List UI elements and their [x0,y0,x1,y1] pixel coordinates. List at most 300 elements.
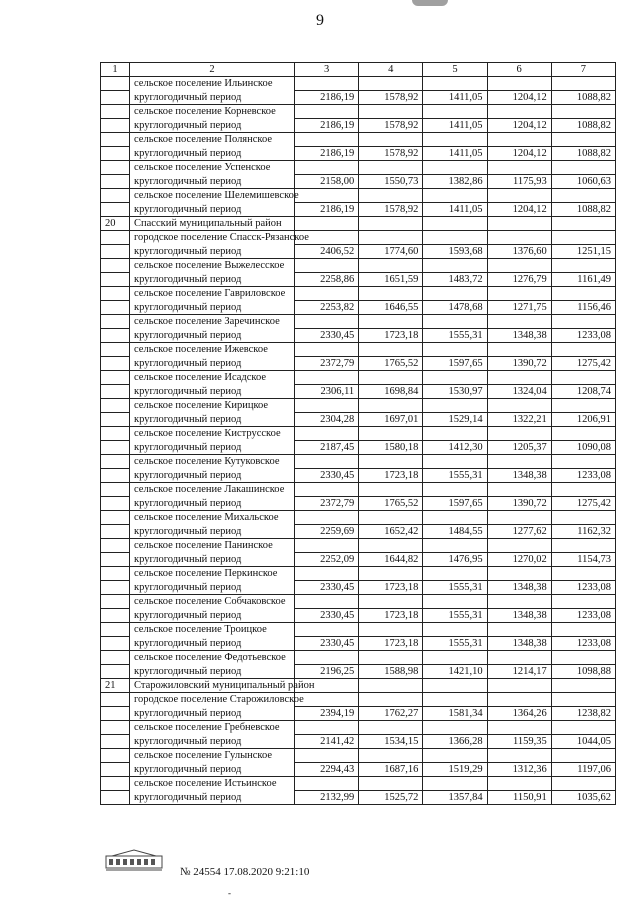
value-cell: 2330,45 [295,637,359,651]
empty-cell [295,455,359,469]
empty-cell [487,287,551,301]
value-cell: 1324,04 [487,385,551,399]
empty-cell [359,693,423,707]
number-cell [101,609,130,623]
empty-cell [359,595,423,609]
empty-cell [551,511,615,525]
value-cell: 1529,14 [423,413,487,427]
settlement-row [101,231,616,245]
value-cell: 2330,45 [295,609,359,623]
period-row [101,735,616,749]
empty-cell [423,399,487,413]
settlement-row [101,455,616,469]
period-label: круглогодичный период [130,735,295,749]
empty-cell [487,77,551,91]
empty-cell [551,217,615,231]
empty-cell [487,539,551,553]
value-cell: 2394,19 [295,707,359,721]
empty-cell [487,161,551,175]
empty-cell [359,511,423,525]
number-cell [101,147,130,161]
value-cell: 1233,08 [551,469,615,483]
value-cell: 2258,86 [295,273,359,287]
empty-cell [295,77,359,91]
settlement-row [101,259,616,273]
value-cell: 1348,38 [487,329,551,343]
number-cell: 20 [101,217,130,231]
empty-cell [551,105,615,119]
value-cell: 1348,38 [487,581,551,595]
value-cell: 1348,38 [487,637,551,651]
empty-cell [487,455,551,469]
empty-cell [359,217,423,231]
number-cell [101,539,130,553]
value-cell: 1348,38 [487,609,551,623]
value-cell: 1238,82 [551,707,615,721]
period-row [101,581,616,595]
empty-cell [295,539,359,553]
value-cell: 1411,05 [423,91,487,105]
empty-cell [359,133,423,147]
settlement-name: сельское поселение Полянское [130,133,295,147]
value-cell: 1723,18 [359,469,423,483]
header-cell: 5 [423,63,487,77]
value-cell: 2253,82 [295,301,359,315]
tariff-table [100,62,616,805]
period-row [101,791,616,805]
number-cell [101,749,130,763]
value-cell: 1204,12 [487,147,551,161]
value-cell: 1205,37 [487,441,551,455]
empty-cell [423,105,487,119]
empty-cell [487,749,551,763]
value-cell: 1357,84 [423,791,487,805]
empty-cell [295,623,359,637]
settlement-row [101,539,616,553]
value-cell: 1251,15 [551,245,615,259]
number-cell [101,707,130,721]
period-label: круглогодичный период [130,763,295,777]
empty-cell [487,567,551,581]
number-cell [101,441,130,455]
settlement-row [101,721,616,735]
empty-cell [551,693,615,707]
period-row [101,609,616,623]
empty-cell [551,231,615,245]
empty-cell [423,315,487,329]
period-label: круглогодичный период [130,245,295,259]
value-cell: 1044,05 [551,735,615,749]
empty-cell [551,483,615,497]
period-row [101,497,616,511]
settlement-name: сельское поселение Лакашинское [130,483,295,497]
value-cell: 2186,19 [295,119,359,133]
settlement-row [101,287,616,301]
empty-cell [487,511,551,525]
period-row [101,119,616,133]
empty-cell [295,189,359,203]
number-cell [101,259,130,273]
empty-cell [359,315,423,329]
value-cell: 1555,31 [423,609,487,623]
empty-cell [423,693,487,707]
value-cell: 1687,16 [359,763,423,777]
empty-cell [551,259,615,273]
period-label: круглогодичный период [130,175,295,189]
empty-cell [423,217,487,231]
number-cell [101,203,130,217]
value-cell: 1204,12 [487,91,551,105]
value-cell: 1088,82 [551,203,615,217]
empty-cell [551,679,615,693]
empty-cell [359,77,423,91]
empty-cell [359,427,423,441]
value-cell: 1348,38 [487,469,551,483]
number-cell [101,637,130,651]
value-cell: 2186,19 [295,147,359,161]
empty-cell [295,777,359,791]
settlement-row [101,371,616,385]
empty-cell [487,595,551,609]
number-cell [101,161,130,175]
settlement-row [101,693,616,707]
value-cell: 2141,42 [295,735,359,749]
seal-stamp-icon [104,848,164,872]
empty-cell [295,343,359,357]
value-cell: 1652,42 [359,525,423,539]
empty-cell [487,623,551,637]
number-cell [101,525,130,539]
header-cell: 2 [130,63,295,77]
settlement-row [101,189,616,203]
period-label: круглогодичный период [130,581,295,595]
settlement-row [101,483,616,497]
settlement-name: сельское поселение Кутуковское [130,455,295,469]
value-cell: 1483,72 [423,273,487,287]
period-label: круглогодичный период [130,609,295,623]
number-cell [101,427,130,441]
empty-cell [295,371,359,385]
value-cell: 1578,92 [359,147,423,161]
empty-cell [423,721,487,735]
empty-cell [423,749,487,763]
settlement-name: сельское поселение Корневское [130,105,295,119]
empty-cell [551,343,615,357]
period-row [101,329,616,343]
period-label: круглогодичный период [130,273,295,287]
settlement-name: сельское поселение Михальское [130,511,295,525]
settlement-name: сельское поселение Шелемишевское [130,189,295,203]
value-cell: 1159,35 [487,735,551,749]
settlement-name: сельское поселение Ильинское [130,77,295,91]
empty-cell [487,217,551,231]
empty-cell [487,105,551,119]
empty-cell [551,399,615,413]
empty-cell [359,567,423,581]
period-row [101,175,616,189]
value-cell: 1578,92 [359,119,423,133]
empty-cell [551,455,615,469]
value-cell: 1555,31 [423,581,487,595]
settlement-row [101,105,616,119]
period-row [101,441,616,455]
empty-cell [359,539,423,553]
value-cell: 2259,69 [295,525,359,539]
period-row [101,147,616,161]
number-cell [101,665,130,679]
settlement-row [101,315,616,329]
header-cell: 3 [295,63,359,77]
empty-cell [423,343,487,357]
value-cell: 1697,01 [359,413,423,427]
value-cell: 1204,12 [487,203,551,217]
value-cell: 1525,72 [359,791,423,805]
value-cell: 2132,99 [295,791,359,805]
header-cell: 1 [101,63,130,77]
value-cell: 1088,82 [551,119,615,133]
value-cell: 1233,08 [551,581,615,595]
empty-cell [551,567,615,581]
district-row [101,217,616,231]
empty-cell [359,623,423,637]
period-label: круглогодичный период [130,497,295,511]
district-name: Старожиловский муниципальный район [130,679,295,693]
period-label: круглогодичный период [130,665,295,679]
empty-cell [551,595,615,609]
empty-cell [423,77,487,91]
empty-cell [295,161,359,175]
empty-cell [487,259,551,273]
value-cell: 2372,79 [295,357,359,371]
period-row [101,553,616,567]
value-cell: 1476,95 [423,553,487,567]
value-cell: 1271,75 [487,301,551,315]
value-cell: 2306,11 [295,385,359,399]
empty-cell [423,287,487,301]
value-cell: 1088,82 [551,91,615,105]
value-cell: 1723,18 [359,581,423,595]
settlement-row [101,777,616,791]
value-cell: 1233,08 [551,637,615,651]
empty-cell [551,539,615,553]
empty-cell [487,679,551,693]
value-cell: 1312,36 [487,763,551,777]
number-cell [101,469,130,483]
settlement-name: сельское поселение Федотьевское [130,651,295,665]
period-row [101,637,616,651]
period-row [101,525,616,539]
empty-cell [423,567,487,581]
empty-cell [487,651,551,665]
value-cell: 1534,15 [359,735,423,749]
settlement-name: сельское поселение Гребневское [130,721,295,735]
value-cell: 1270,02 [487,553,551,567]
empty-cell [487,399,551,413]
empty-cell [423,427,487,441]
empty-cell [423,539,487,553]
value-cell: 1390,72 [487,357,551,371]
empty-cell [423,679,487,693]
settlement-name: сельское поселение Кирицкое [130,399,295,413]
value-cell: 1578,92 [359,91,423,105]
value-cell: 1233,08 [551,609,615,623]
empty-cell [359,483,423,497]
value-cell: 1204,12 [487,119,551,133]
settlement-row [101,399,616,413]
number-cell [101,343,130,357]
number-cell [101,231,130,245]
settlement-name: сельское поселение Троицкое [130,623,295,637]
empty-cell [487,777,551,791]
value-cell: 2186,19 [295,91,359,105]
period-row [101,707,616,721]
number-cell [101,413,130,427]
empty-cell [359,749,423,763]
settlement-row [101,567,616,581]
period-label: круглогодичный период [130,385,295,399]
settlement-name: сельское поселение Выжелесское [130,259,295,273]
empty-cell [487,483,551,497]
value-cell: 1578,92 [359,203,423,217]
number-cell [101,693,130,707]
empty-cell [359,161,423,175]
number-cell [101,777,130,791]
value-cell: 2187,45 [295,441,359,455]
value-cell: 1214,17 [487,665,551,679]
empty-cell [551,651,615,665]
value-cell: 1555,31 [423,637,487,651]
empty-cell [295,567,359,581]
value-cell: 1197,06 [551,763,615,777]
empty-cell [423,259,487,273]
empty-cell [423,651,487,665]
number-cell: 21 [101,679,130,693]
empty-cell [295,721,359,735]
number-cell [101,371,130,385]
empty-cell [551,133,615,147]
empty-cell [487,427,551,441]
value-cell: 1580,18 [359,441,423,455]
empty-cell [295,693,359,707]
value-cell: 1519,29 [423,763,487,777]
number-cell [101,133,130,147]
settlement-name: сельское поселение Гулынское [130,749,295,763]
value-cell: 1421,10 [423,665,487,679]
page-number: 9 [316,12,324,29]
period-label: круглогодичный период [130,553,295,567]
empty-cell [359,651,423,665]
value-cell: 1322,21 [487,413,551,427]
settlement-name: сельское поселение Заречинское [130,315,295,329]
value-cell: 1765,52 [359,497,423,511]
empty-cell [295,483,359,497]
empty-cell [359,343,423,357]
value-cell: 1478,68 [423,301,487,315]
number-cell [101,245,130,259]
value-cell: 2158,00 [295,175,359,189]
number-cell [101,497,130,511]
empty-cell [359,455,423,469]
settlement-row [101,343,616,357]
value-cell: 1555,31 [423,329,487,343]
number-cell [101,287,130,301]
settlement-name: сельское поселение Собчаковское [130,595,295,609]
empty-cell [423,595,487,609]
value-cell: 1411,05 [423,119,487,133]
value-cell: 1275,42 [551,357,615,371]
empty-cell [487,721,551,735]
empty-cell [295,427,359,441]
value-cell: 1411,05 [423,147,487,161]
period-label: круглогодичный период [130,357,295,371]
empty-cell [359,721,423,735]
settlement-name: сельское поселение Панинское [130,539,295,553]
empty-cell [551,315,615,329]
value-cell: 1555,31 [423,469,487,483]
empty-cell [551,161,615,175]
value-cell: 1581,34 [423,707,487,721]
value-cell: 1644,82 [359,553,423,567]
number-cell [101,651,130,665]
settlement-name: городское поселение Спасск-Рязанское [130,231,295,245]
value-cell: 1035,62 [551,791,615,805]
value-cell: 1376,60 [487,245,551,259]
period-label: круглогодичный период [130,637,295,651]
number-cell [101,595,130,609]
empty-cell [359,371,423,385]
value-cell: 2294,43 [295,763,359,777]
empty-cell [359,679,423,693]
value-cell: 1175,93 [487,175,551,189]
document-stamp: № 24554 17.08.2020 9:21:10 [180,866,310,878]
empty-cell [551,427,615,441]
value-cell: 2372,79 [295,497,359,511]
value-cell: 1723,18 [359,609,423,623]
empty-cell [551,721,615,735]
empty-cell [551,77,615,91]
value-cell: 1723,18 [359,329,423,343]
header-cell: 6 [487,63,551,77]
empty-cell [551,287,615,301]
period-label: круглогодичный период [130,329,295,343]
value-cell: 2330,45 [295,581,359,595]
number-cell [101,567,130,581]
value-cell: 2330,45 [295,329,359,343]
value-cell: 1156,46 [551,301,615,315]
empty-cell [359,189,423,203]
value-cell: 1208,74 [551,385,615,399]
empty-cell [359,399,423,413]
period-row [101,357,616,371]
empty-cell [295,287,359,301]
district-name: Спасский муниципальный район [130,217,295,231]
period-row [101,763,616,777]
value-cell: 2252,09 [295,553,359,567]
value-cell: 1276,79 [487,273,551,287]
value-cell: 1550,73 [359,175,423,189]
settlement-row [101,595,616,609]
settlement-row [101,77,616,91]
value-cell: 1275,42 [551,497,615,511]
value-cell: 1088,82 [551,147,615,161]
empty-cell [487,693,551,707]
period-row [101,469,616,483]
value-cell: 1154,73 [551,553,615,567]
value-cell: 1723,18 [359,637,423,651]
period-label: круглогодичный период [130,119,295,133]
value-cell: 1390,72 [487,497,551,511]
value-cell: 1098,88 [551,665,615,679]
